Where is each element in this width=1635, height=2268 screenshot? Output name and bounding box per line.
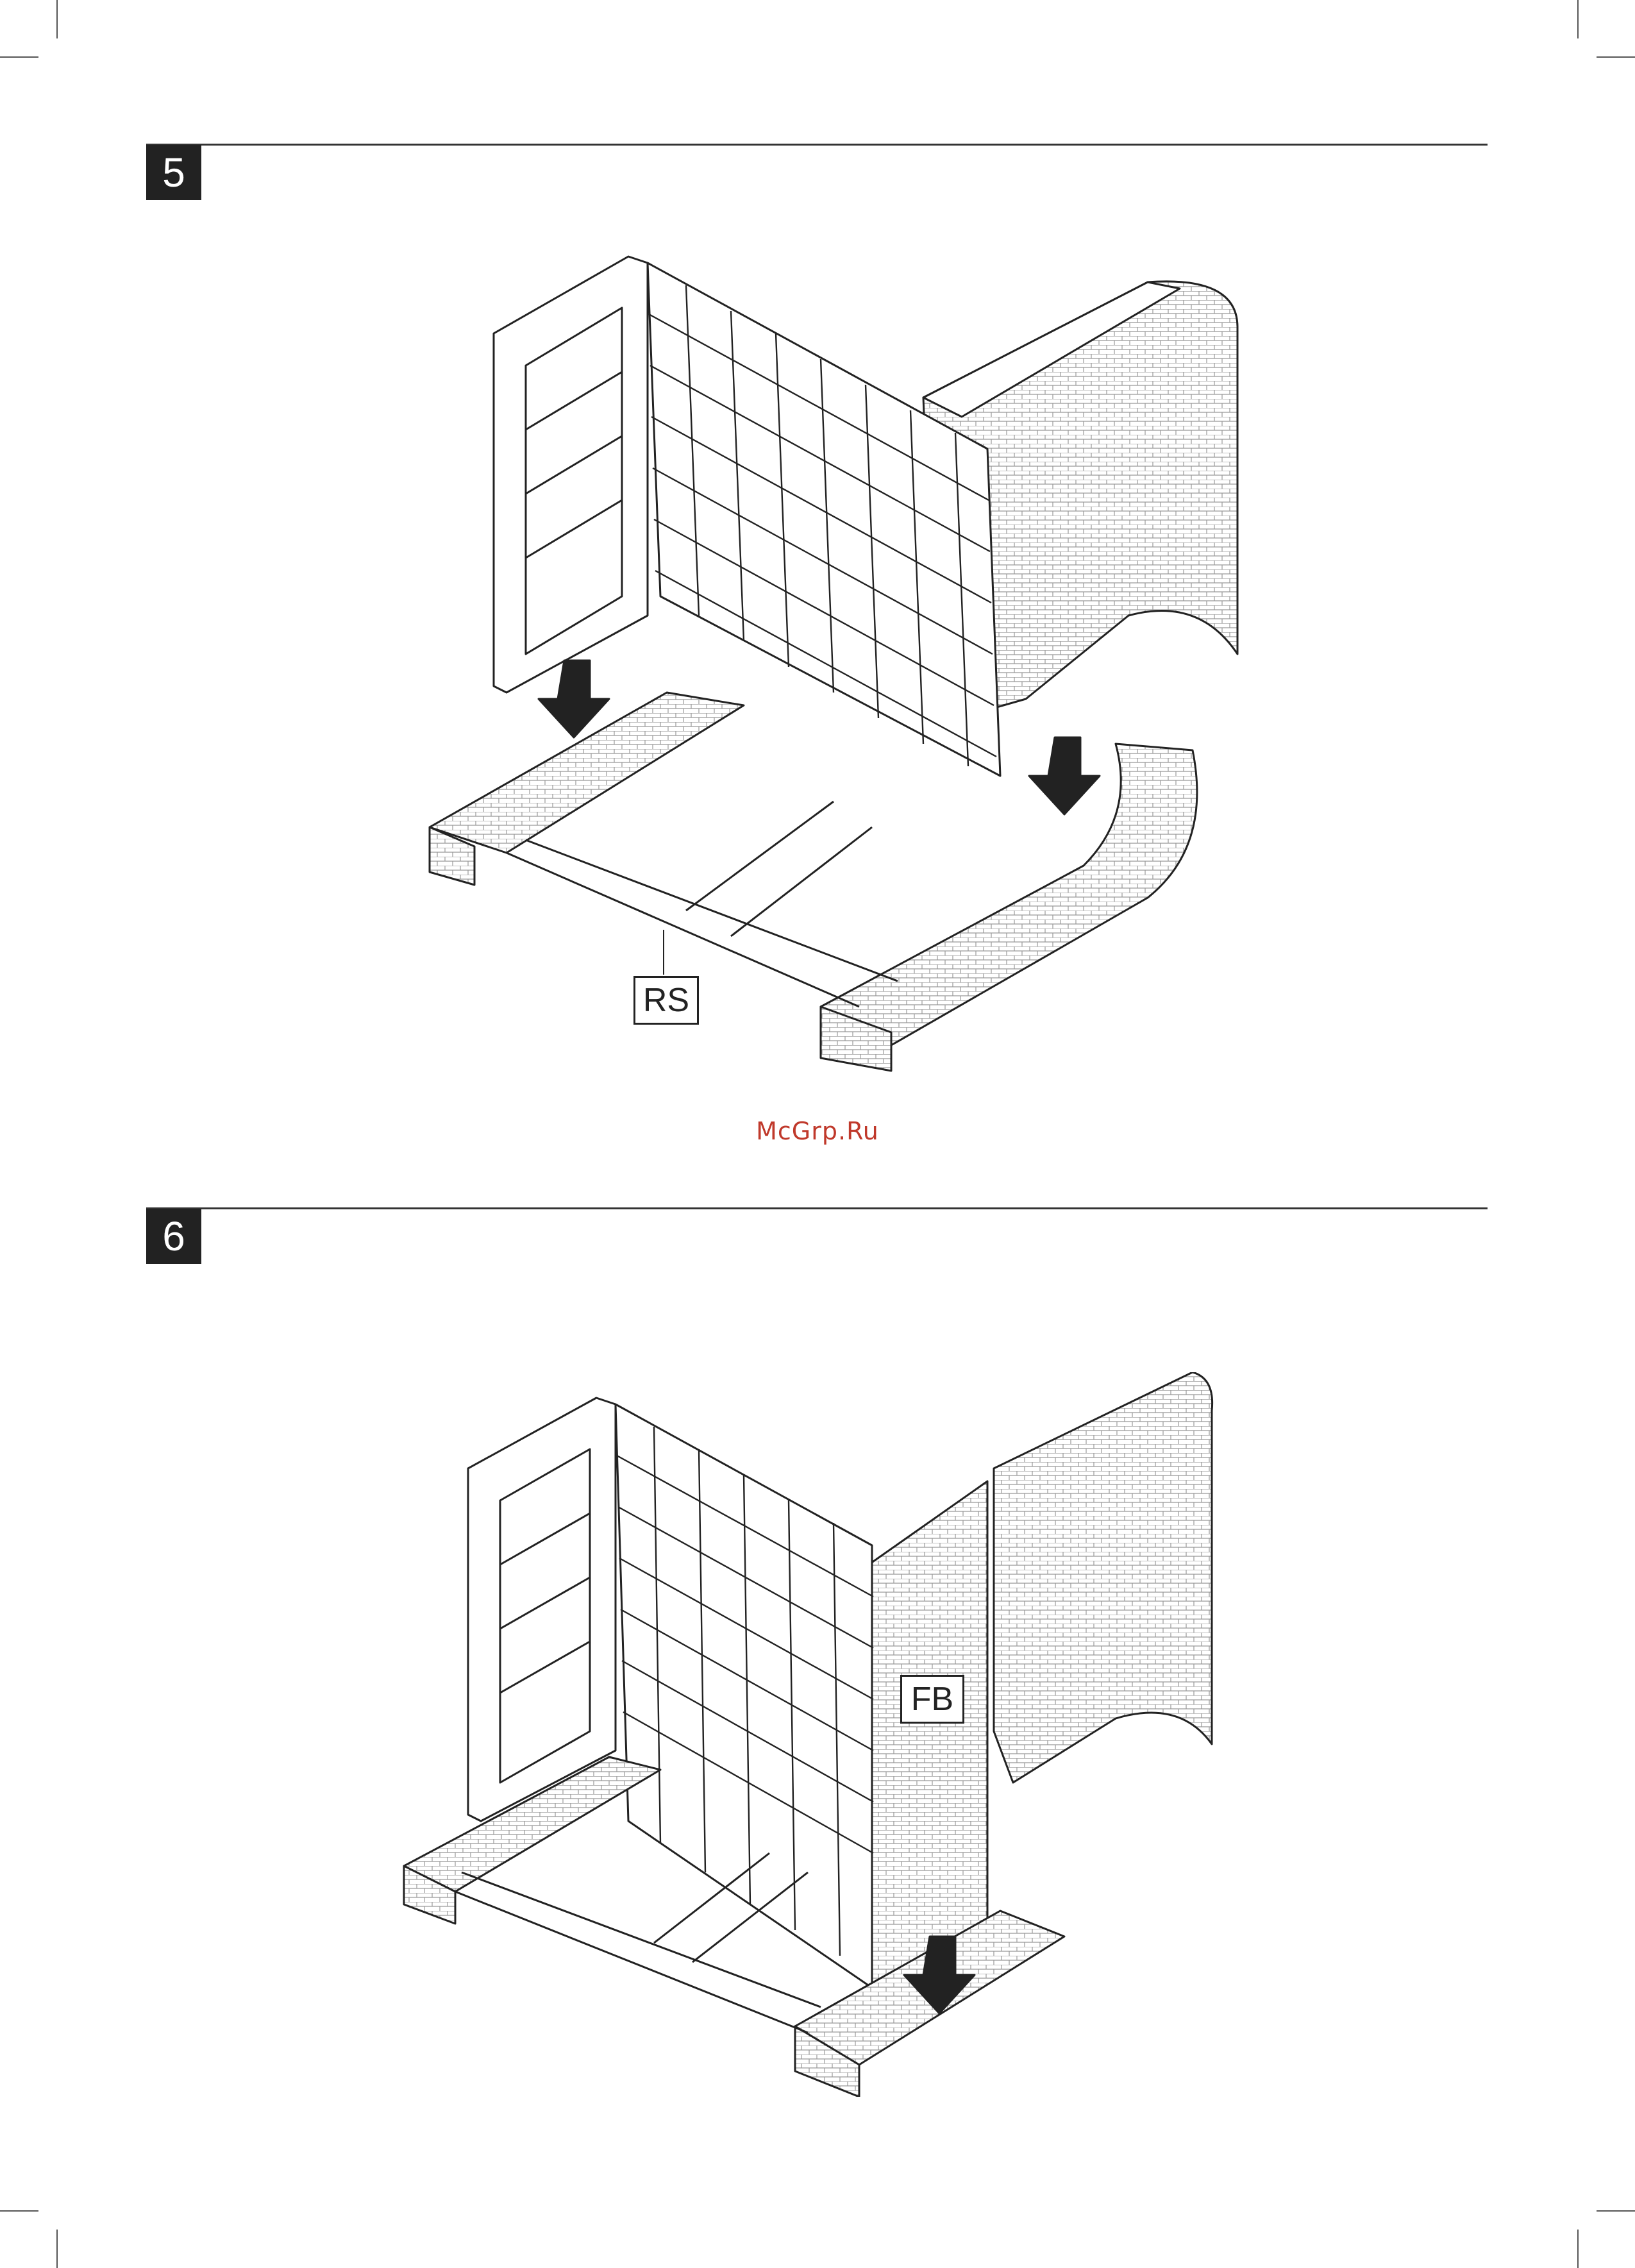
step-6-rule — [146, 1207, 1488, 1209]
callout-rs: RS — [633, 976, 699, 1025]
crop-mark — [56, 2230, 58, 2268]
crop-mark — [0, 56, 38, 58]
backrest-panel — [994, 1372, 1212, 1783]
step-6-illustration — [398, 1372, 1218, 2097]
callout-fb: FB — [900, 1675, 964, 1724]
crop-mark — [1577, 0, 1579, 38]
step-5-illustration — [410, 237, 1257, 1090]
crop-mark — [1577, 2230, 1579, 2268]
crop-mark — [1597, 56, 1635, 58]
crop-mark — [56, 0, 58, 38]
arrow-down-icon — [1029, 737, 1100, 814]
step-5-rule — [146, 144, 1488, 146]
arrow-down-icon — [539, 660, 609, 737]
watermark: McGrp.Ru — [756, 1117, 879, 1145]
crop-mark — [0, 2210, 38, 2212]
crop-mark — [1597, 2210, 1635, 2212]
step-5-number: 5 — [146, 145, 201, 200]
step-6-number: 6 — [146, 1209, 201, 1264]
